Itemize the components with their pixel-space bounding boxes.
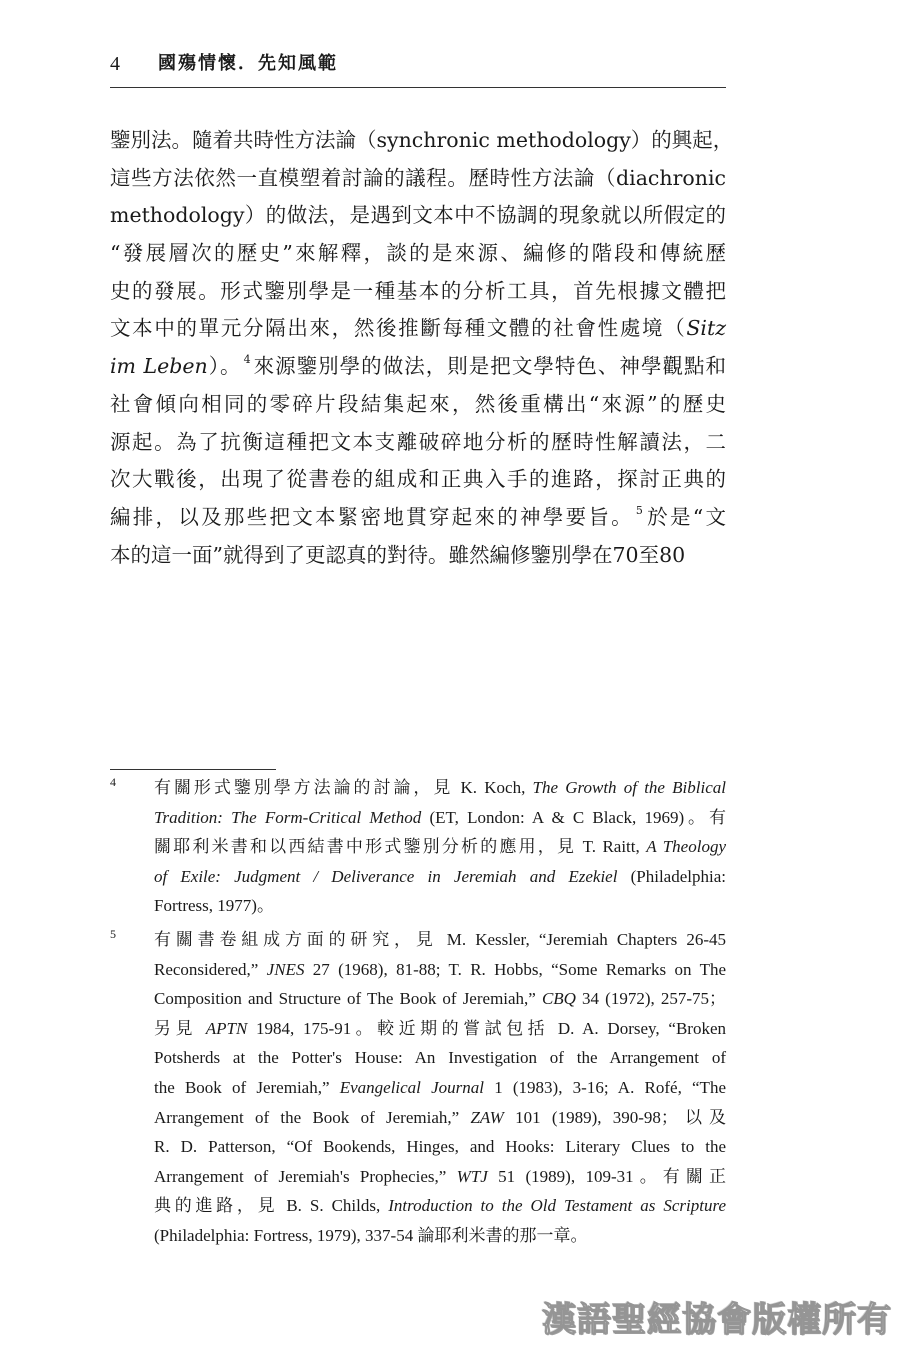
text-span: 1984, 175-91。較近期的嘗試包括 D. A. Dorsey, “Broken	[247, 1018, 727, 1038]
footnote-rule	[110, 769, 276, 770]
italic-title: APTN	[205, 1018, 248, 1038]
italic-title: The Growth of the Biblical	[532, 778, 726, 797]
text-span: (ET, London: A & C Black, 1969)。有	[421, 807, 726, 827]
body-text-span: 文本中的單元分隔出來，然後推斷每種文體的社會性處境（	[110, 316, 687, 341]
body-text-span: 於是“文	[644, 504, 726, 529]
italic-title: ZAW	[470, 1107, 504, 1127]
footnote-line	[154, 955, 726, 985]
footnote-line	[154, 1191, 726, 1221]
copyright-watermark: 漢語聖經協會版權所有	[542, 1300, 892, 1340]
text-span: 101 (1989), 390-98；以及	[503, 1107, 726, 1127]
italic-term: im Leben	[110, 354, 208, 379]
italic-title: CBQ	[541, 989, 576, 1009]
footnote-text	[154, 925, 726, 1251]
body-line: 社會傾向相同的零碎片段結集起來，然後重構出“來源”的歷史	[110, 391, 726, 416]
body-line	[110, 348, 726, 386]
body-line: 源起。為了抗衡這種把文本支離破碎地分析的歷時性解讀法，二	[110, 429, 726, 454]
footnote-line	[154, 1073, 726, 1103]
body-text-span: 來源鑒別學的做法，則是把文學特色、神學觀點和	[252, 354, 727, 379]
footnote-ref-4[interactable]: 4	[243, 353, 251, 367]
footnote-line: Fortress, 1977)。	[154, 896, 274, 916]
footnote-line	[154, 1162, 726, 1192]
italic-term: Sitz	[686, 316, 726, 341]
footnote-line: R. D. Patterson, “Of Bookends, Hinges, and Hooks: Literary Clues to the	[154, 1137, 726, 1157]
text-span: 典的進路，見 B. S. Childs,	[154, 1196, 389, 1216]
text-span: Reconsidered,”	[154, 959, 267, 979]
text-span: 另見	[154, 1018, 206, 1038]
running-title: 國殤情懷．先知風範	[158, 53, 338, 74]
body-text-span: ）。	[207, 354, 242, 379]
text-span: (Philadelphia:	[617, 866, 726, 886]
body-text	[110, 122, 734, 574]
italic-title: JNES	[266, 959, 305, 979]
footnote-line: Potsherds at the Potter's House: An Investigation of the Arrangement of	[154, 1048, 726, 1068]
header-rule	[110, 87, 726, 88]
text-span: Arrangement of Jeremiah's Prophecies,”	[154, 1166, 457, 1186]
running-header	[110, 50, 726, 86]
footnote-line	[154, 1103, 726, 1133]
body-line: 史的發展。形式鑒別學是一種基本的分析工具，首先根據文體把	[110, 278, 726, 303]
body-line	[110, 499, 726, 537]
italic-title: of Exile: Judgment / Deliverance in Jeremiah and Ezekiel	[154, 866, 618, 886]
footnote-ref-5[interactable]: 5	[635, 503, 643, 517]
italic-title: Introduction to the Old Testament as Scripture	[388, 1196, 726, 1216]
body-line: 這些方法依然一直模塑着討論的議程。歷時性方法論（diachronic	[110, 165, 726, 190]
text-span: 1 (1983), 3-16; A. Rofé, “The	[484, 1077, 726, 1097]
footnote-text	[154, 773, 726, 921]
italic-title: WTJ	[456, 1166, 488, 1186]
body-line: methodology）的做法，是遇到文本中不協調的現象就以所假定的	[110, 203, 726, 228]
text-span: 51 (1989), 109-31。有關正	[487, 1166, 726, 1186]
body-line: “發展層次的歷史”來解釋，談的是來源、編修的階段和傳統歷	[110, 241, 726, 266]
text-span: 有關形式鑒別學方法論的討論，見 K. Koch,	[154, 778, 533, 797]
footnote-mark: 4	[110, 775, 116, 789]
italic-title: Evangelical Journal	[339, 1077, 484, 1097]
footnote-mark: 5	[110, 927, 116, 941]
footnote-line: (Philadelphia: Fortress, 1979), 337-54 論耶利米書的那一章。	[154, 1225, 588, 1245]
italic-title: Tradition: The Form-Critical Method	[154, 807, 422, 827]
footnote-line	[154, 832, 726, 862]
text-span: 34 (1972), 257-75；	[575, 989, 726, 1009]
footnote-line: 有關書卷組成方面的研究，見 M. Kessler, “Jeremiah Chapters 26-45	[154, 930, 726, 949]
footnote-line	[154, 1014, 726, 1044]
footnote-line	[154, 773, 726, 803]
body-text-span: 編排，以及那些把文本緊密地貫穿起來的神學要旨。	[110, 504, 634, 529]
body-line: 次大戰後，出現了從書卷的組成和正典入手的進路，探討正典的	[110, 467, 726, 492]
footnote-line	[154, 984, 726, 1014]
footnote-line	[154, 862, 726, 892]
footnote-line	[154, 803, 726, 833]
body-line: 本的這一面”就得到了更認真的對待。雖然編修鑒別學在70至80	[110, 542, 686, 567]
text-span: 27 (1968), 81-88; T. R. Hobbs, “Some Remarks on The	[304, 959, 726, 979]
page-number: 4	[110, 53, 120, 75]
body-line	[110, 310, 726, 348]
body-line: 鑒別法。隨着共時性方法論（synchronic methodology）的興起，	[110, 128, 734, 152]
text-span: Arrangement of the Book of Jeremiah,”	[154, 1107, 471, 1127]
text-span: Composition and Structure of The Book of Jeremiah,”	[154, 989, 542, 1009]
text-span: the Book of Jeremiah,”	[154, 1077, 340, 1097]
italic-title: A Theology	[646, 837, 726, 857]
text-span: 關耶利米書和以西結書中形式鑒別分析的應用，見 T. Raitt,	[154, 837, 647, 857]
